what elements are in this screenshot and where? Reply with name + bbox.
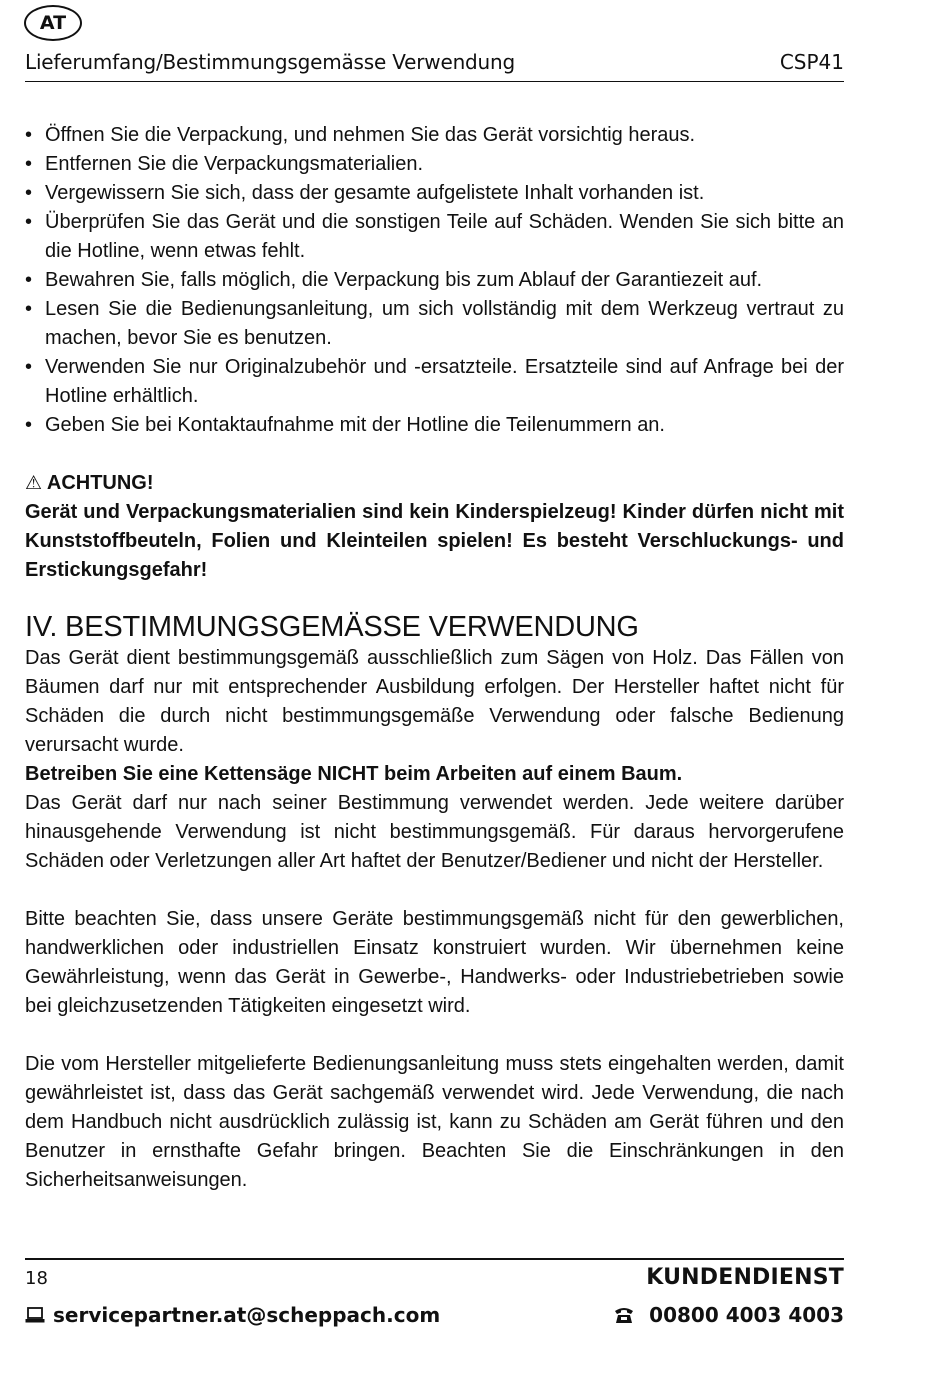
phone-number[interactable]: 00800 4003 4003 [649, 1303, 844, 1327]
list-item: • Verwenden Sie nur Originalzubehör und -ersatzteile. Ersatzteile sind auf Anfrage bei der Hotline erhältlich. [25, 353, 844, 411]
paragraph-usage-restriction: Das Gerät darf nur nach seiner Bestimmung verwendet werden. Jede weitere darüber hinausgehende Verwendung ist nicht bestimmungsgemäß. Für daraus hervorgerufene Schäden oder Verletzungen aller Art haftet der Benutzer/Bediener und nicht der Hersteller. [25, 792, 844, 872]
email-address[interactable]: servicepartner.at@scheppach.com [53, 1303, 441, 1327]
laptop-icon [25, 1306, 45, 1324]
list-item: • Überprüfen Sie das Gerät und die sonstigen Teile auf Schäden. Wenden Sie sich bitte an die Hotline, wenn etwas fehlt. [25, 208, 844, 266]
page-content [25, 121, 844, 1195]
service-phone [613, 1303, 844, 1327]
list-item: • Vergewissern Sie sich, dass der gesamte aufgelistete Inhalt vorhanden ist. [25, 179, 844, 208]
warning-block [25, 469, 844, 585]
warning-title: ACHTUNG! [46, 472, 154, 494]
unpacking-instructions-list [25, 121, 844, 440]
page-header-title: Lieferumfang/Bestimmungsgemässe Verwendung [25, 50, 515, 74]
list-item: • Bewahren Sie, falls möglich, die Verpackung bis zum Ablauf der Garantiezeit auf. [25, 266, 844, 295]
list-item: • Entfernen Sie die Verpackungsmaterialien. [25, 150, 844, 179]
list-item: • Lesen Sie die Bedienungsanleitung, um sich vollständig mit dem Werkzeug vertraut zu machen, bevor Sie es benutzen. [25, 295, 844, 353]
page-number: 18 [25, 1268, 48, 1289]
paragraph-manual-compliance: Die vom Hersteller mitgelieferte Bedienungsanleitung muss stets eingehalten werden, damit gewährleistet ist, dass das Gerät sachgemäß verwendet wird. Jede Verwendung, die nach dem Handbuch nicht ausdrücklich zulässig ist, kann zu Schäden am Gerät führen und den Benutzer in ernsthafte Gefahr bringen. Beachten Sie die Einschränkungen in den Sicherheitsanweisungen. [25, 1053, 844, 1191]
service-email [25, 1303, 440, 1327]
model-number: CSP41 [779, 50, 844, 74]
warning-triangle-icon: ⚠ [25, 472, 43, 494]
header-divider [25, 81, 844, 82]
country-badge [24, 5, 82, 41]
country-code: AT [39, 12, 67, 34]
section-heading: IV. BESTIMMUNGSGEMÄSSE VERWENDUNG [25, 611, 639, 643]
footer-divider [25, 1258, 844, 1260]
paragraph-commercial-use: Bitte beachten Sie, dass unsere Geräte bestimmungsgemäß nicht für den gewerblichen, handwerklichen oder industriellen Einsatz konstruiert wurden. Wir übernehmen keine Gewährleistung, wenn das Gerät in Gewerbe-, Handwerks- oder Industriebetrieben sowie bei gleichzusetzenden Tätigkeiten eingesetzt wird. [25, 908, 844, 1017]
list-item: • Geben Sie bei Kontaktaufnahme mit der Hotline die Teilenummern an. [25, 411, 844, 440]
warning-heading [25, 469, 844, 498]
paragraph-intended-use: Das Gerät dient bestimmungsgemäß ausschließlich zum Sägen von Holz. Das Fällen von Bäumen darf nur mit entsprechender Ausbildung erfolgen. Der Hersteller haftet nicht für Schäden die durch nicht bestimmungsgemäße Verwendung oder falsche Bedienung verursacht wurde. [25, 647, 844, 756]
telephone-icon [613, 1306, 635, 1324]
list-item: • Öffnen Sie die Verpackung, und nehmen Sie das Gerät vorsichtig heraus. [25, 121, 844, 150]
customer-service-label: KUNDENDIENST [646, 1265, 844, 1290]
warning-text: Gerät und Verpackungsmaterialien sind kein Kinderspielzeug! Kinder dürfen nicht mit Kunststoffbeuteln, Folien und Kleinteilen spielen! Es besteht Verschluckungs- und Erstickungsgefahr! [25, 501, 844, 581]
paragraph-tree-warning: Betreiben Sie eine Kettensäge NICHT beim Arbeiten auf einem Baum. [25, 763, 683, 785]
